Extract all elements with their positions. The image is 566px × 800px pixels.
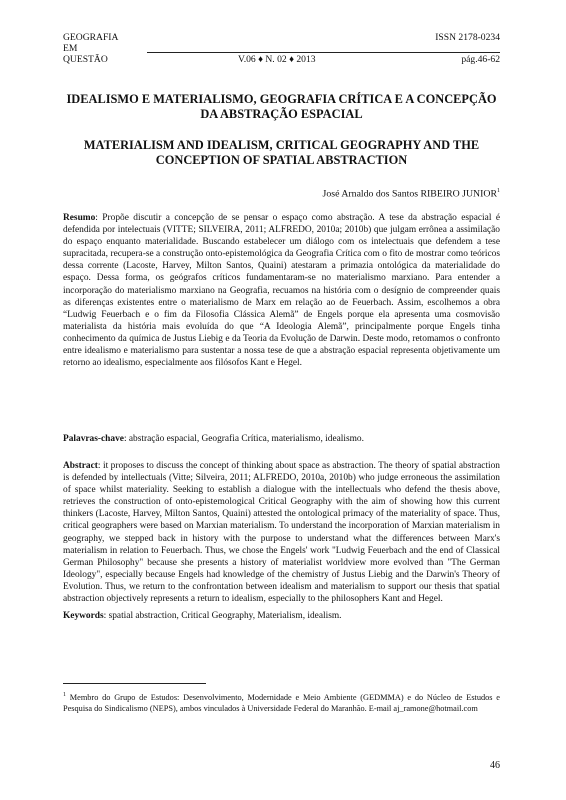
footnote-mark: 1	[63, 692, 66, 698]
abstract-paragraph	[63, 460, 500, 605]
keywords-text: : spatial abstraction, Critical Geography, Materialism, idealism.	[103, 611, 342, 621]
issn: ISSN 2178-0234	[435, 32, 500, 43]
journal-header-row2	[63, 43, 500, 54]
footnote	[63, 690, 500, 714]
journal-header-row3	[63, 54, 500, 65]
author-line	[323, 188, 500, 199]
header-rule	[147, 52, 500, 53]
abstract-label: Abstract	[63, 461, 98, 471]
footnote-rule	[63, 683, 206, 684]
resumo-paragraph	[63, 212, 500, 369]
author-name: José Arnaldo dos Santos RIBEIRO JUNIOR	[322, 188, 497, 200]
footnote-text: Membro do Grupo de Estudos: Desenvolvimento, Modernidade e Meio Ambiente (GEDMMA) e do Núcleo de Estudos e Pesquisa do Sindicalismo (NEPS), ambos vinculados à Universidade Federal do Maranhão. E-mail aj_ramone@hotmail.com	[63, 692, 500, 713]
journal-name-line1: GEOGRAFIA	[63, 32, 119, 43]
page-number: 46	[490, 760, 500, 771]
title-portuguese: IDEALISMO E MATERIALISMO, GEOGRAFIA CRÍTICA E A CONCEPÇÃO DA ABSTRAÇÃO ESPACIAL	[66, 92, 497, 121]
palavras-chave-text: : abstração espacial, Geografia Crítica, materialismo, idealismo.	[123, 434, 364, 444]
palavras-chave-label: Palavras-chave	[63, 434, 124, 444]
author-footnote-mark: 1	[497, 188, 500, 194]
keywords-label: Keywords	[63, 611, 104, 621]
title-english: MATERIALISM AND IDEALISM, CRITICAL GEOGRAPHY AND THE CONCEPTION OF SPATIAL ABSTRACTION	[83, 138, 480, 167]
resumo-text: : Propõe discutir a concepção de se pensar o espaço como abstração. A tese da abstração espacial é defendida por intelectuais (VITTE; SILVEIRA, 2011; ALFREDO, 2010a; 2010b) que julgam errônea a assimilação do espaço enquanto materialidade. Buscando estabelecer um diálogo com os intelectuais que defendem a tese supracitada, recupera-se a construção onto-epistemológica da Geografia Crítica com o fito de mostrar como teóricos dessa corrente (Lacoste, Harvey, Milton Santos, Quaini) atestaram a primazia ontológica da materialidade do espaço. Dessa forma, os geógrafos críticos fundamentaram-se no materialismo marxiano. Para entender a incorporação do materialismo marxiano na Geografia, recuamos na história com o desígnio de compreender quais as diferenças existentes entre o materialismo de Marx em relação ao de Feuerbach. Assim, escolhemos a obra “Ludwig Feuerbach e o fim da Filosofia Clássica Alemã” de Engels porque ela apresenta uma cosmovisão materialista da história mais evoluída do que “A Ideologia Alemã”, principalmente porque Engels tinha conhecimento da química de Justus Liebig e da Teoria da Evolução de Darwin. Deste modo, retomamos o confronto entre idealismo e materialismo para sustentar a nossa tese de que a abstração espacial representa objetivamente um retorno ao idealismo, especialmente aos filósofos Kant e Hegel.	[63, 213, 500, 369]
page-range: pág.46-62	[461, 54, 500, 65]
keywords-paragraph	[63, 610, 500, 622]
resumo-label: Resumo	[63, 213, 96, 223]
journal-name-line3: QUESTÃO	[63, 54, 108, 65]
palavras-chave-paragraph	[63, 433, 500, 445]
volume-info: V.06 ♦ N. 02 ♦ 2013	[238, 54, 316, 65]
journal-header-row1	[63, 32, 500, 43]
abstract-text: : it proposes to discuss the concept of thinking about space as abstraction. The theory of spatial abstraction is defended by intellectuals (Vitte; Silveira, 2011; ALFREDO, 2010a, 2010b) who judge erroneous the assimilation of space whilst materiality. Seeking to establish a dialogue with the intellectuals who defend the thesis above, retrieves the construction of onto-epistemological Critical Geography with the aim of showing how this current thinkers (Lacoste, Harvey, Milton Santos, Quaini) attested the ontological primacy of the materiality of space. Thus, critical geographers were based on Marxian materialism. To understand the incorporation of Marxian materialism in geography, we stepped back in history with the purpose to understand what the differences between Marx's materialism in relation to Feuerbach. Thus, we chose the Engels' work "Ludwig Feuerbach and the end of Classical German Philosophy" because she presents a history of materialist worldview more evolved than "The German Ideology", especially because Engels had knowledge of the chemistry of Justus Liebig and the Darwin's Theory of Evolution. Thus, we return to the confrontation between idealism and materialism to support our thesis that spatial abstraction objectively represents a return to idealism, especially to the philosophers Kant and Hegel.	[63, 461, 500, 605]
journal-name-line2: EM	[63, 43, 78, 54]
